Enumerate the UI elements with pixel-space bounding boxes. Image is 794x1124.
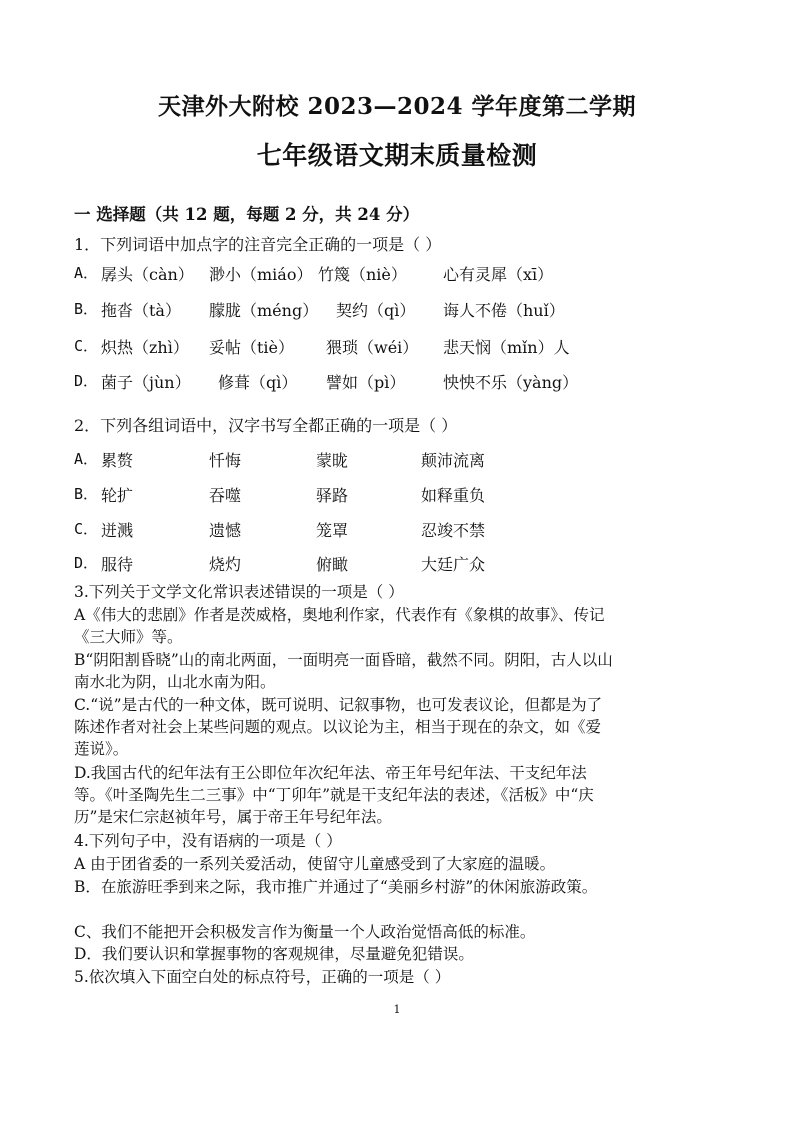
q2-option-item: 忍竣不禁 — [421, 521, 486, 540]
q3-option-b: B“阴阳割昏晓”山的南北两面，一面明亮一面昏暗，截然不同。阴阳，古人以山南水北为阴，山北水南为阳。 — [74, 651, 613, 691]
q1-option-item: 渺小（miáo） — [209, 265, 313, 284]
q1-option-item: 菌子（jùn） — [101, 373, 191, 392]
q1-option-label: A． — [74, 264, 99, 282]
q2-option-item: 蒙昽 — [316, 451, 349, 470]
q2-option-item: 吞噬 — [209, 486, 242, 505]
q1-option-item: 孱头（càn） — [101, 265, 194, 284]
q2-option-label: A． — [74, 450, 99, 468]
q2-option-item: 笼罩 — [316, 521, 349, 540]
q1-option-item: 朦胧（méng） — [209, 301, 319, 320]
q2-option-item: 迸溅 — [101, 521, 134, 540]
q2-option-item: 颠沛流离 — [421, 451, 486, 470]
q1-option-item: 炽热（zhì） — [101, 338, 189, 357]
page-number: 1 — [393, 1003, 401, 1016]
exam-title-line1: 天津外大附校 2023—2024 学年度第二学期 — [157, 93, 637, 120]
q1-option-label: C． — [74, 337, 99, 355]
q2-option-item: 大廷广众 — [421, 555, 486, 574]
q2-option-item: 如释重负 — [421, 486, 486, 505]
q1-option-item: 契约（qì） — [336, 301, 416, 320]
q1-option-item: 妥帖（tiè） — [209, 338, 295, 357]
q1-option-label: D． — [74, 372, 99, 390]
q2-option-label: D． — [74, 554, 99, 572]
q2-option-label: B． — [74, 485, 99, 503]
q2-option-item: 遗憾 — [209, 521, 242, 540]
q1-option-label: B． — [74, 300, 99, 318]
q1-option-item: 修葺（qì） — [218, 373, 298, 392]
q2-option-item: 俯瞰 — [316, 555, 349, 574]
exam-title-line2: 七年级语文期末质量检测 — [256, 141, 538, 170]
q4-option-b: B．在旅游旺季到来之际，我市推广并通过了“美丽乡村游”的休闲旅游政策。 — [74, 878, 598, 896]
q2-option-item: 驿路 — [316, 486, 349, 505]
q1-option-item: 诲人不倦（huǐ） — [443, 301, 565, 320]
q3-stem: 3.下列关于文学文化常识表述错误的一项是（ ） — [74, 583, 404, 601]
q3-option-d: D.我国古代的纪年法有王公即位年次纪年法、帝王年号纪年法、干支纪年法等。《叶圣陶先生二三事》中“丁卯年”就是干支纪年法的表述，《活板》中“庆历”是宋仁宗赵祯年号，属于帝王年号纪年法。 — [74, 764, 594, 826]
q1-option-item: 拖沓（tà） — [101, 301, 181, 320]
q2-option-item: 累赘 — [101, 451, 134, 470]
q3-option-c: C.“说”是古代的一种文体，既可说明、记叙事物，也可发表议论，但都是为了陈述作者对社会上某些问题的观点。以议论为主，相当于现在的杂文，如《爱莲说》。 — [74, 696, 603, 758]
q4-option-c: C、我们不能把开会积极发言作为衡量一个人政治觉悟高低的标准。 — [74, 923, 536, 941]
q4-stem: 4.下列句子中，没有语病的一项是（ ） — [74, 832, 342, 850]
q1-option-item: 譬如（pì） — [326, 373, 406, 392]
q1-option-item: 怏怏不乐（yàng） — [443, 373, 579, 392]
q2-stem: 2．下列各组词语中，汉字书写全都正确的一项是（ ） — [74, 416, 458, 435]
q2-option-item: 服待 — [101, 555, 134, 574]
q2-option-item: 轮扩 — [101, 486, 134, 505]
q1-option-item: 竹篾（niè） — [318, 265, 407, 284]
q3-option-a: A《伟大的悲剧》作者是茨威格，奥地利作家，代表作有《象棋的故事》、传记《三大师》等。 — [74, 606, 605, 646]
q1-option-item: 心有灵犀（xī） — [443, 265, 554, 284]
q2-option-label: C． — [74, 520, 99, 538]
section-heading: 一 选择题（共 12 题，每题 2 分，共 24 分） — [74, 205, 420, 224]
q1-stem: 1．下列词语中加点字的注音完全正确的一项是（ ） — [74, 235, 442, 254]
q1-option-item: 悲天悯（mǐn）人 — [443, 338, 570, 357]
q2-option-item: 烧灼 — [209, 555, 242, 574]
q4-option-d: D．我们要认识和掌握事物的客观规律，尽量避免犯错误。 — [74, 945, 474, 963]
q2-option-item: 忏悔 — [209, 451, 242, 470]
q5-stem: 5.依次填入下面空白处的标点符号，正确的一项是（ ） — [74, 968, 451, 986]
q4-option-a: A 由于团省委的一系列关爱活动，使留守儿童感受到了大家庭的温暖。 — [74, 855, 556, 873]
q1-option-item: 猥琐（wéi） — [326, 338, 419, 357]
